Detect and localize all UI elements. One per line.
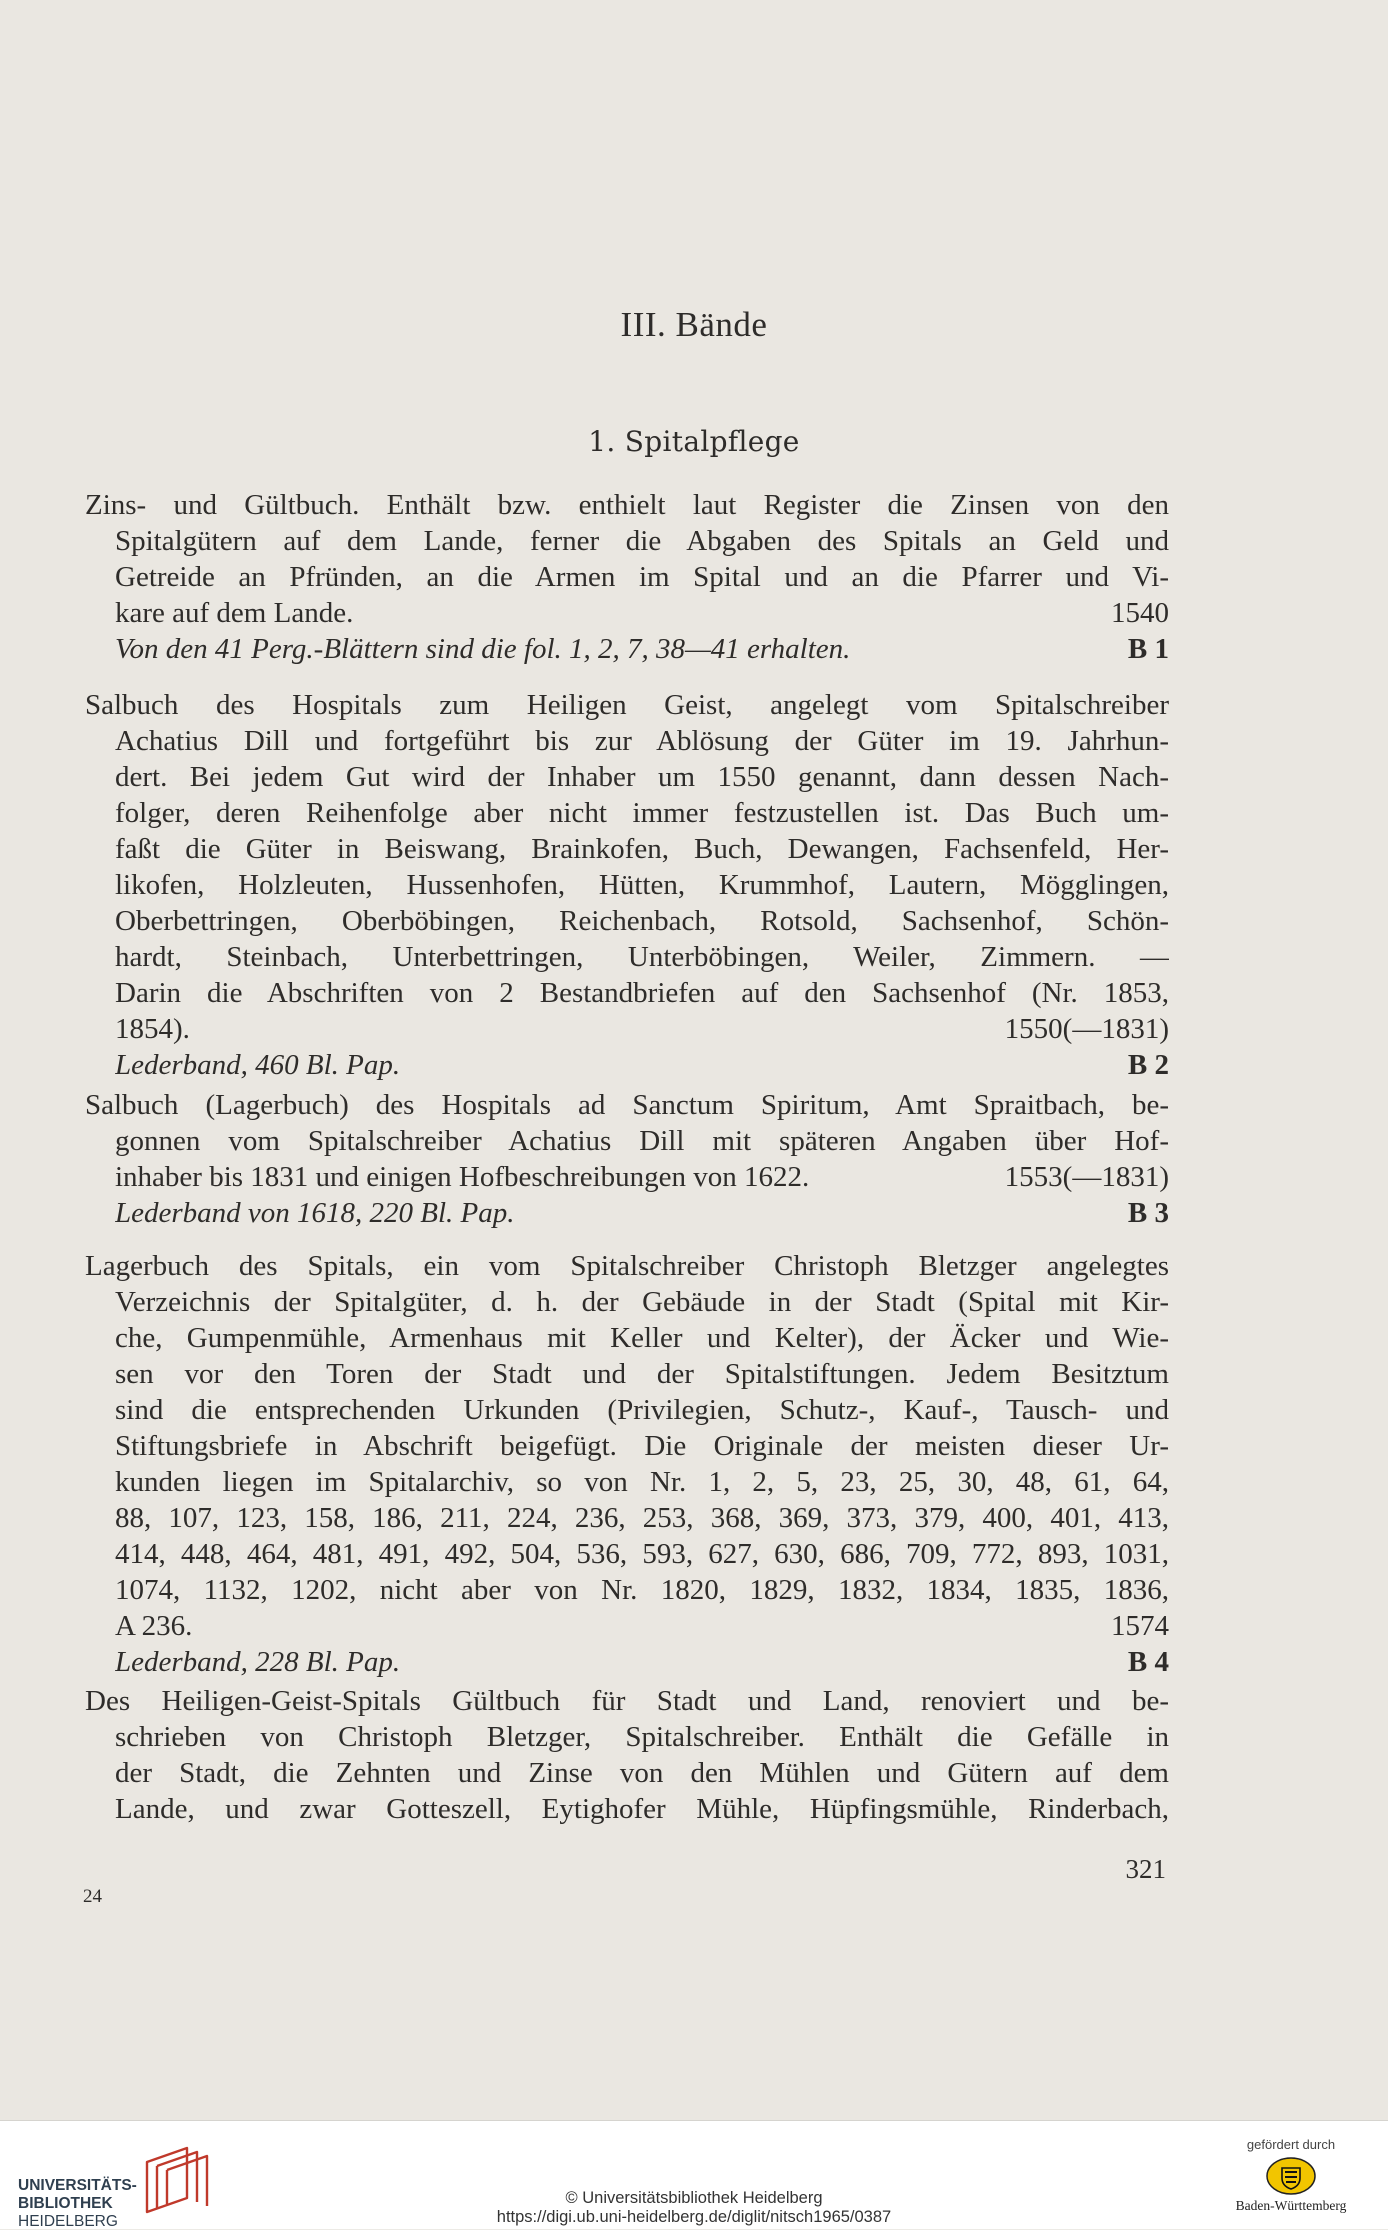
funder-name: Baden-Württemberg — [1235, 2198, 1347, 2213]
copyright-text: © Universitätsbibliothek Heidelberg — [565, 2189, 823, 2207]
library-name-line: UNIVERSITÄTS- — [18, 2177, 137, 2194]
entry-text: A 236. — [115, 1610, 193, 1642]
entry-line: Des Heiligen-Geist-Spitals Gültbuch für Stadt und Land, renoviert und be- — [85, 1685, 1169, 1717]
entry-line: der Stadt, die Zehnten und Zinse von den Mühlen und Gütern auf dem — [115, 1757, 1169, 1789]
entry-line: schrieben von Christoph Bletzger, Spitalschreiber. Enthält die Gefälle in — [115, 1721, 1169, 1753]
entry-line: 88, 107, 123, 158, 186, 211, 224, 236, 253, 368, 369, 373, 379, 400, 401, 413, — [115, 1502, 1169, 1534]
section-title: III. Bände — [620, 305, 768, 344]
entry-line: Spitalgütern auf dem Lande, ferner die Abgaben des Spitals an Geld und — [115, 525, 1169, 557]
entry-line-last — [115, 1011, 1169, 1047]
entry-signature: B 3 — [1127, 1197, 1169, 1229]
coat-of-arms-icon — [1265, 2156, 1317, 2196]
entry-line: Salbuch des Hospitals zum Heiligen Geist, angelegt vom Spitalschreiber — [85, 689, 1169, 721]
viewer-footer — [0, 2120, 1388, 2229]
entry-line: Oberbettringen, Oberböbingen, Reichenbach, Rotsold, Sachsenhof, Schön- — [115, 905, 1169, 937]
permalink[interactable]: https://digi.ub.uni-heidelberg.de/diglit/nitsch1965/0387 — [496, 2208, 892, 2226]
entry-line: Verzeichnis der Spitalgüter, d. h. der Gebäude in der Stadt (Spital mit Kir- — [115, 1286, 1169, 1318]
entry-line: Lagerbuch des Spitals, ein vom Spitalschreiber Christoph Bletzger angelegtes — [85, 1250, 1169, 1282]
entry-signature: B 1 — [1127, 633, 1169, 665]
entry-text: 1854). — [115, 1013, 190, 1045]
entry-date: 1553(—1831) — [1004, 1161, 1169, 1193]
entry-line: likofen, Holzleuten, Hussenhofen, Hütten, Krummhof, Lautern, Mögglingen, — [115, 869, 1169, 901]
entry-line: Zins- und Gültbuch. Enthält bzw. enthielt laut Register die Zinsen von den — [85, 489, 1169, 521]
entry-text: kare auf dem Lande. — [115, 597, 354, 629]
entry-line-last — [115, 1159, 1169, 1195]
entry-date: 1540 — [1111, 597, 1169, 629]
entry-line: Salbuch (Lagerbuch) des Hospitals ad Sanctum Spiritum, Amt Spraitbach, be- — [85, 1089, 1169, 1121]
entry-line: gonnen vom Spitalschreiber Achatius Dill mit späteren Angaben über Hof- — [115, 1125, 1169, 1157]
library-name-line: HEIDELBERG — [18, 2213, 118, 2230]
section-subtitle: 1. Spitalpflege — [588, 425, 800, 458]
funder-label: gefördert durch — [1246, 2137, 1336, 2152]
entry-description: Von den 41 Perg.-Blättern sind die fol. 1, 2, 7, 38—41 erhalten. — [115, 633, 851, 665]
entry-description-line — [115, 631, 1169, 667]
entry-line: faßt die Güter in Beiswang, Brainkofen, Buch, Dewangen, Fachsenfeld, Her- — [115, 833, 1169, 865]
library-name-line: BIBLIOTHEK — [18, 2195, 113, 2212]
entry-line-last — [115, 1608, 1169, 1644]
entry-line: sen vor den Toren der Stadt und der Spitalstiftungen. Jedem Besitztum — [115, 1358, 1169, 1390]
entry-signature: B 4 — [1127, 1646, 1169, 1678]
entry-description-line — [115, 1644, 1169, 1680]
entry-line-last — [115, 595, 1169, 631]
entry-date: 1574 — [1111, 1610, 1169, 1642]
entry-line: che, Gumpenmühle, Armenhaus mit Keller und Kelter), der Äcker und Wie- — [115, 1322, 1169, 1354]
entry-line: Achatius Dill und fortgeführt bis zur Ablösung der Güter im 19. Jahrhun- — [115, 725, 1169, 757]
entry-line: dert. Bei jedem Gut wird der Inhaber um 1550 genannt, dann dessen Nach- — [115, 761, 1169, 793]
entry-description: Lederband, 228 Bl. Pap. — [115, 1646, 401, 1678]
entry-line: Lande, und zwar Gotteszell, Eytighofer Mühle, Hüpfingsmühle, Rinderbach, — [115, 1793, 1169, 1825]
entry-line: 1074, 1132, 1202, nicht aber von Nr. 1820, 1829, 1832, 1834, 1835, 1836, — [115, 1574, 1169, 1606]
entry-line: Getreide an Pfründen, an die Armen im Spital und an die Pfarrer und Vi- — [115, 561, 1169, 593]
entry-text: inhaber bis 1831 und einigen Hofbeschreibungen von 1622. — [115, 1161, 810, 1193]
entry-signature: B 2 — [1127, 1049, 1169, 1081]
page-number: 321 — [1125, 1854, 1166, 1884]
entry-line: hardt, Steinbach, Unterbettringen, Unterböbingen, Weiler, Zimmern. — — [115, 941, 1169, 973]
entry-line: Darin die Abschriften von 2 Bestandbriefen auf den Sachsenhof (Nr. 1853, — [115, 977, 1169, 1009]
funder-logo[interactable] — [1216, 2137, 1366, 2227]
entry-line: sind die entsprechenden Urkunden (Privilegien, Schutz-, Kauf-, Tausch- und — [115, 1394, 1169, 1426]
entry-line: folger, deren Reihenfolge aber nicht immer festzustellen ist. Das Buch um- — [115, 797, 1169, 829]
entry-line: Stiftungsbriefe in Abschrift beigefügt. Die Originale der meisten dieser Ur- — [115, 1430, 1169, 1462]
entry-description: Lederband von 1618, 220 Bl. Pap. — [115, 1197, 515, 1229]
entry-date: 1550(—1831) — [1004, 1013, 1169, 1045]
entry-line: kunden liegen im Spitalarchiv, so von Nr. 1, 2, 5, 23, 25, 30, 48, 61, 64, — [115, 1466, 1169, 1498]
entry-line: 414, 448, 464, 481, 491, 492, 504, 536, 593, 627, 630, 686, 709, 772, 893, 1031, — [115, 1538, 1169, 1570]
sheet-signature: 24 — [83, 1886, 102, 1907]
entry-description-line — [115, 1195, 1169, 1231]
entry-description-line — [115, 1047, 1169, 1083]
entry-description: Lederband, 460 Bl. Pap. — [115, 1049, 401, 1081]
